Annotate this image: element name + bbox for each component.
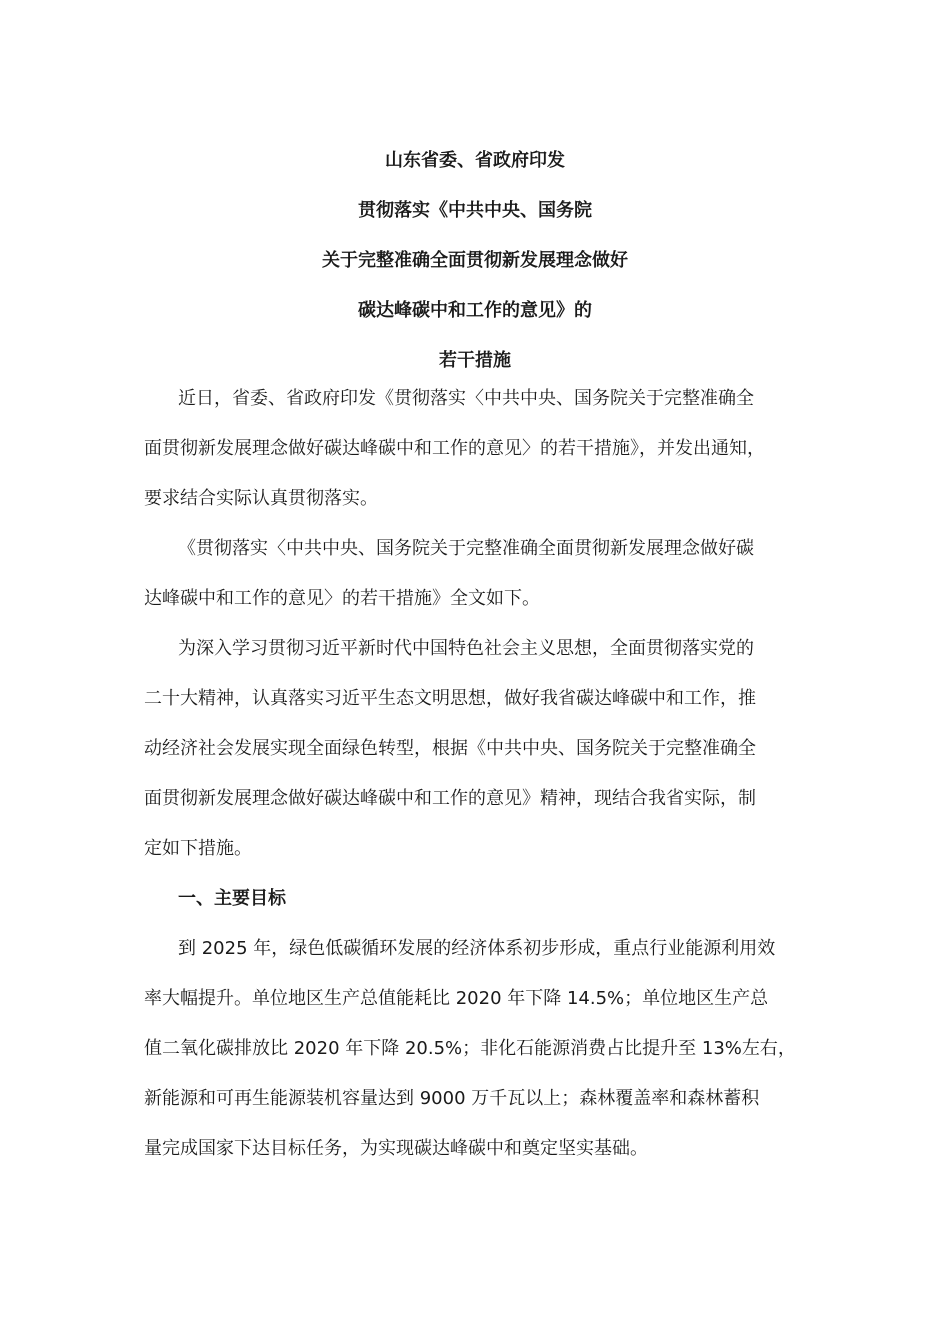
section-heading-main-goals: 一、主要目标	[178, 888, 286, 909]
paragraph-line: 面贯彻新发展理念做好碳达峰碳中和工作的意见〉的若干措施》，并发出通知，	[144, 438, 765, 459]
paragraph-preamble	[144, 624, 812, 874]
paragraph-line: 定如下措施。	[144, 838, 252, 859]
paragraph-line: 量完成国家下达目标任务，为实现碳达峰碳中和奠定坚实基础。	[144, 1138, 648, 1159]
paragraph-line: 到 2025 年，绿色低碳循环发展的经济体系初步形成，重点行业能源利用效	[178, 938, 776, 959]
paragraph-main-goals	[144, 924, 812, 1174]
document-title	[0, 136, 950, 386]
paragraph-line: 动经济社会发展实现全面绿色转型，根据《中共中央、国务院关于完整准确全	[144, 738, 756, 759]
paragraph-announcement	[144, 374, 812, 524]
paragraph-line: 要求结合实际认真贯彻落实。	[144, 488, 378, 509]
paragraph-line: 为深入学习贯彻习近平新时代中国特色社会主义思想，全面贯彻落实党的	[178, 638, 754, 659]
paragraph-fulltext-intro	[144, 524, 812, 624]
document-body	[144, 374, 812, 1174]
paragraph-line: 近日，省委、省政府印发《贯彻落实〈中共中央、国务院关于完整准确全	[178, 388, 754, 409]
paragraph-line: 二十大精神，认真落实习近平生态文明思想，做好我省碳达峰碳中和工作，推	[144, 688, 756, 709]
paragraph-line: 值二氧化碳排放比 2020 年下降 20.5%；非化石能源消费占比提升至 13%左右，	[144, 1038, 796, 1059]
title-line-2: 贯彻落实《中共中央、国务院	[358, 200, 592, 221]
paragraph-line: 面贯彻新发展理念做好碳达峰碳中和工作的意见》精神，现结合我省实际，制	[144, 788, 756, 809]
paragraph-line: 达峰碳中和工作的意见〉的若干措施》全文如下。	[144, 588, 540, 609]
paragraph-line: 新能源和可再生能源装机容量达到 9000 万千瓦以上；森林覆盖率和森林蓄积	[144, 1088, 760, 1109]
paragraph-line: 《贯彻落实〈中共中央、国务院关于完整准确全面贯彻新发展理念做好碳	[178, 538, 754, 559]
title-line-1: 山东省委、省政府印发	[385, 150, 565, 171]
title-line-5: 若干措施	[439, 350, 511, 371]
paragraph-line: 率大幅提升。单位地区生产总值能耗比 2020 年下降 14.5%；单位地区生产总	[144, 988, 769, 1009]
title-line-4: 碳达峰碳中和工作的意见》的	[358, 300, 592, 321]
title-line-3: 关于完整准确全面贯彻新发展理念做好	[322, 250, 628, 271]
